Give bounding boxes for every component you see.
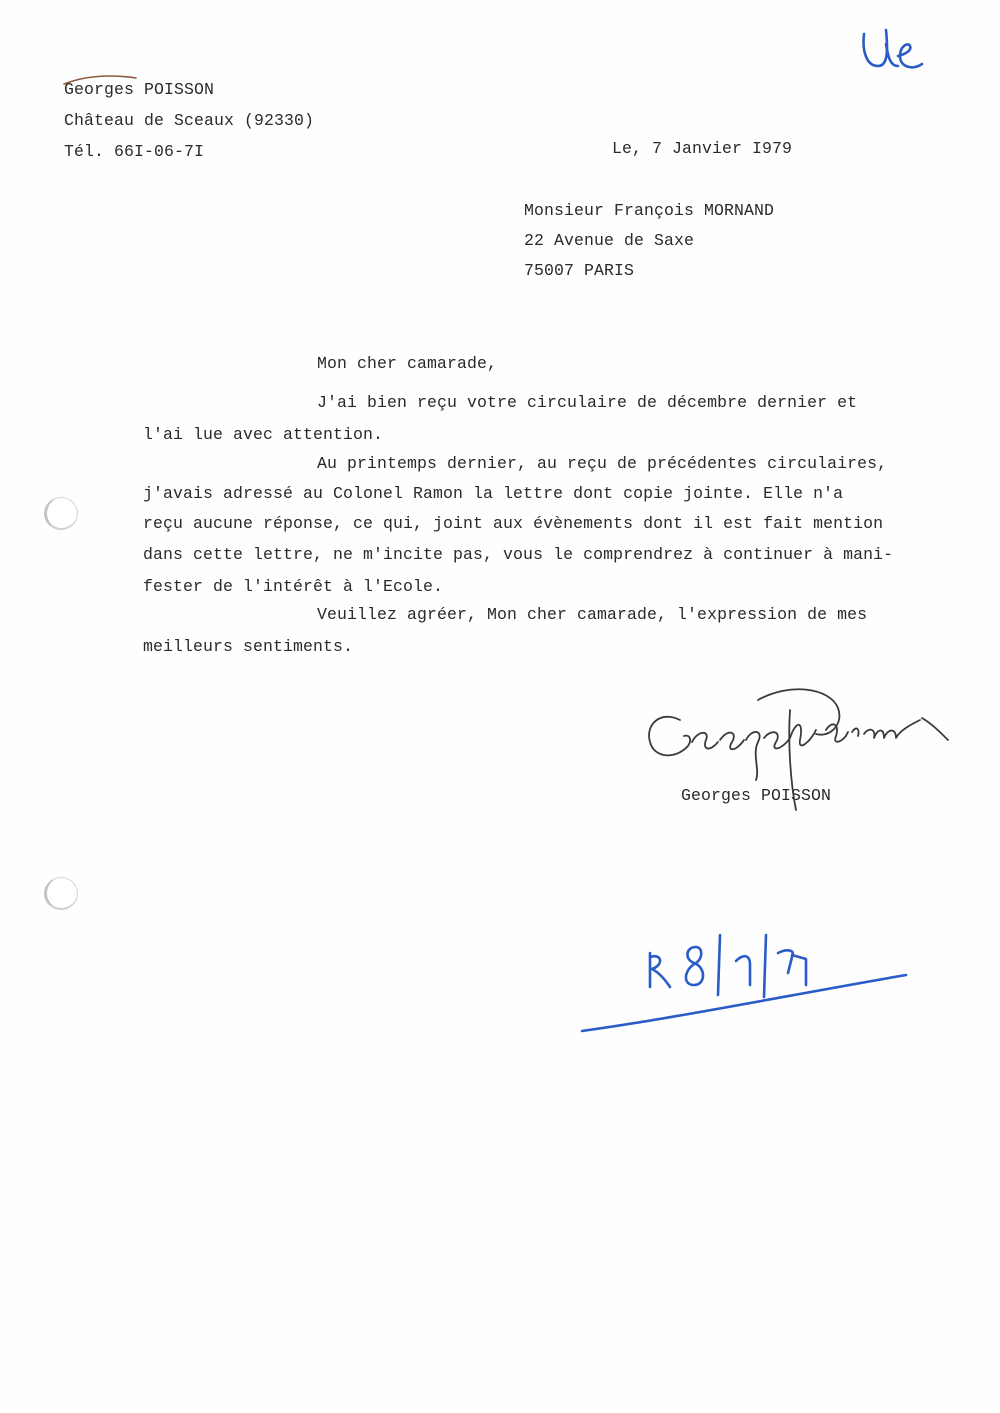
handwritten-initials (858, 20, 928, 80)
body-line: reçu aucune réponse, ce qui, joint aux évènements dont il est fait mention (143, 514, 884, 533)
signature-typed-name: Georges POISSON (681, 786, 832, 805)
handwritten-received-note (570, 925, 920, 1045)
punch-hole-bottom (44, 877, 78, 910)
recipient-street: 22 Avenue de Saxe (524, 231, 695, 250)
salutation: Mon cher camarade, (317, 354, 498, 373)
punch-hole-top (44, 497, 78, 530)
handwritten-mark (60, 72, 140, 88)
body-line: fester de l'intérêt à l'Ecole. (143, 577, 444, 596)
handwritten-signature (640, 680, 980, 820)
sender-address: Château de Sceaux (92330) (64, 111, 315, 130)
body-line: j'avais adressé au Colonel Ramon la lettre dont copie jointe. Elle n'a (143, 484, 844, 503)
letter-date: Le, 7 Janvier I979 (612, 139, 793, 158)
body-line: l'ai lue avec attention. (143, 425, 384, 444)
body-line: meilleurs sentiments. (143, 637, 354, 656)
body-line: J'ai bien reçu votre circulaire de décembre dernier et (317, 393, 858, 412)
sender-phone: Tél. 66I-06-7I (64, 142, 205, 161)
sender-name: Georges POISSON (64, 80, 215, 99)
body-line: Au printemps dernier, au reçu de précédentes circulaires, (317, 454, 888, 473)
recipient-city: 75007 PARIS (524, 261, 635, 280)
body-line: dans cette lettre, ne m'incite pas, vous le comprendrez à continuer à mani- (143, 545, 894, 564)
recipient-name: Monsieur François MORNAND (524, 201, 775, 220)
body-line: Veuillez agréer, Mon cher camarade, l'expression de mes (317, 605, 868, 624)
